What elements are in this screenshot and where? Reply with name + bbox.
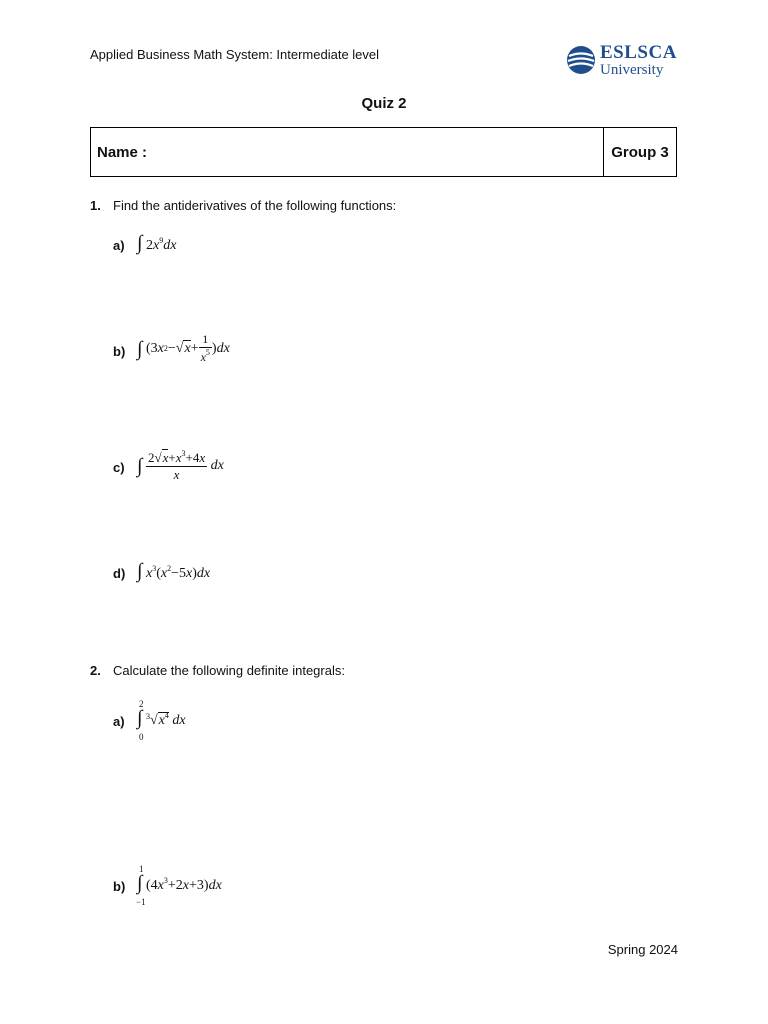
question-2a-lower-limit: 0 [139,732,144,742]
question-2a-label: a) [113,714,125,729]
question-1b-label: b) [113,344,126,359]
question-2-number: 2. [90,663,101,678]
question-1b-expression: ∫ (3 x 2 −√ x + $\frac{1}{x^5}$ ) dx [137,332,230,364]
logo-sub-text: University [600,61,664,78]
logo-main-text: ESLSCA [600,41,677,63]
question-1a-label: a) [113,238,125,253]
name-field[interactable]: Name : [91,128,604,176]
question-1d-label: d) [113,566,126,581]
quiz-title: Quiz 2 [361,95,407,112]
question-2-text: Calculate the following definite integrals: [113,663,345,678]
question-1c-label: c) [113,460,125,475]
group-label: Group 3 [611,143,669,161]
term-footer: Spring 2024 [607,942,678,957]
university-logo [566,40,678,80]
question-1-text: Find the antiderivatives of the following functions: [113,198,397,213]
question-2b-expression: ∫ $(4x^3+2x+3)dx$ [137,872,222,894]
question-1c-expression: ∫ $\frac{2√x+x^3+4x}{x}$ dx [137,449,224,482]
question-1d-expression: ∫ $x^3(x^2-5x)dx$ [137,560,211,582]
globe-icon [566,45,596,75]
course-title: Applied Business Math System: Intermediate level [90,47,380,62]
question-2a-expression: ∫ $^3√x^4$ dx [137,707,186,729]
question-1-number: 1. [90,198,101,213]
student-info-table [90,127,677,177]
question-2b-label: b) [113,879,126,894]
question-2b-lower-limit: −1 [136,897,146,907]
question-2b-upper-limit: 1 [139,864,144,874]
question-2a-upper-limit: 2 [139,699,144,709]
question-1a-expression: ∫ $2x^9dx$ [137,232,177,254]
